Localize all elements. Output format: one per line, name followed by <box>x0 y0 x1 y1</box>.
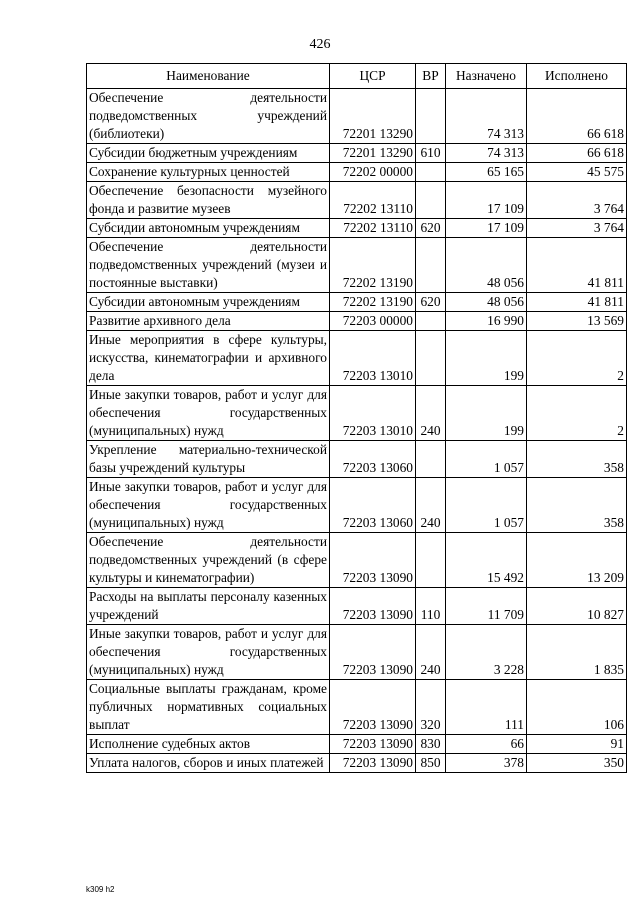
row-vr: 110 <box>416 588 446 625</box>
row-executed: 13 209 <box>527 533 627 588</box>
row-vr: 830 <box>416 735 446 754</box>
row-csr: 72203 13090 <box>330 735 416 754</box>
row-csr: 72203 00000 <box>330 312 416 331</box>
row-name: Субсидии автономным учреждениям <box>87 293 330 312</box>
row-name: Субсидии автономным учреждениям <box>87 219 330 238</box>
row-vr: 240 <box>416 478 446 533</box>
row-assigned: 17 109 <box>446 182 527 219</box>
row-executed: 41 811 <box>527 238 627 293</box>
budget-table <box>86 63 627 773</box>
row-executed: 41 811 <box>527 293 627 312</box>
row-vr: 240 <box>416 386 446 441</box>
row-csr: 72203 13060 <box>330 441 416 478</box>
row-name: Исполнение судебных актов <box>87 735 330 754</box>
row-executed: 358 <box>527 441 627 478</box>
row-assigned: 74 313 <box>446 89 527 144</box>
row-name: Социальные выплаты гражданам, кроме публичных нормативных социальных выплат <box>87 680 330 735</box>
row-csr: 72203 13090 <box>330 680 416 735</box>
footer-code: k309 h2 <box>86 885 115 894</box>
row-assigned: 48 056 <box>446 293 527 312</box>
row-vr: 610 <box>416 144 446 163</box>
header-name: Наименование <box>87 64 330 89</box>
row-name: Обеспечение деятельности подведомственных учреждений (библиотеки) <box>87 89 330 144</box>
page-number: 426 <box>309 37 331 52</box>
table-row <box>87 163 627 182</box>
row-csr: 72202 13110 <box>330 182 416 219</box>
row-name: Иные мероприятия в сфере культуры, искусства, кинематографии и архивного дела <box>87 331 330 386</box>
table-row <box>87 144 627 163</box>
table-row <box>87 588 627 625</box>
row-name: Обеспечение деятельности подведомственных учреждений (в сфере культуры и кинематографии) <box>87 533 330 588</box>
table-row <box>87 182 627 219</box>
table-row <box>87 735 627 754</box>
row-csr: 72203 13010 <box>330 331 416 386</box>
row-csr: 72203 13090 <box>330 533 416 588</box>
row-vr <box>416 89 446 144</box>
row-name: Сохранение культурных ценностей <box>87 163 330 182</box>
row-vr <box>416 182 446 219</box>
table-row <box>87 238 627 293</box>
row-csr: 72202 13190 <box>330 293 416 312</box>
row-executed: 2 <box>527 331 627 386</box>
row-executed: 66 618 <box>527 144 627 163</box>
row-executed: 45 575 <box>527 163 627 182</box>
row-name: Укрепление материально-технической базы учреждений культуры <box>87 441 330 478</box>
table-row <box>87 754 627 773</box>
row-executed: 13 569 <box>527 312 627 331</box>
row-executed: 91 <box>527 735 627 754</box>
row-assigned: 111 <box>446 680 527 735</box>
table-row <box>87 331 627 386</box>
row-assigned: 66 <box>446 735 527 754</box>
row-vr <box>416 441 446 478</box>
table-body <box>87 89 627 773</box>
row-name: Расходы на выплаты персоналу казенных учреждений <box>87 588 330 625</box>
row-csr: 72203 13060 <box>330 478 416 533</box>
row-csr: 72203 13090 <box>330 754 416 773</box>
row-assigned: 48 056 <box>446 238 527 293</box>
row-executed: 10 827 <box>527 588 627 625</box>
table-row <box>87 219 627 238</box>
row-vr: 620 <box>416 219 446 238</box>
row-vr: 620 <box>416 293 446 312</box>
row-executed: 2 <box>527 386 627 441</box>
row-executed: 1 835 <box>527 625 627 680</box>
table-row <box>87 89 627 144</box>
row-name: Обеспечение деятельности подведомственных учреждений (музеи и постоянные выставки) <box>87 238 330 293</box>
row-assigned: 65 165 <box>446 163 527 182</box>
row-vr: 240 <box>416 625 446 680</box>
row-csr: 72202 00000 <box>330 163 416 182</box>
row-assigned: 15 492 <box>446 533 527 588</box>
row-vr <box>416 533 446 588</box>
row-vr <box>416 331 446 386</box>
row-assigned: 11 709 <box>446 588 527 625</box>
row-assigned: 378 <box>446 754 527 773</box>
header-vr: ВР <box>416 64 446 89</box>
row-vr <box>416 238 446 293</box>
row-name: Иные закупки товаров, работ и услуг для обеспечения государственных (муниципальных) нужд <box>87 386 330 441</box>
table-row <box>87 625 627 680</box>
row-name: Развитие архивного дела <box>87 312 330 331</box>
row-name: Иные закупки товаров, работ и услуг для обеспечения государственных (муниципальных) нужд <box>87 478 330 533</box>
row-executed: 66 618 <box>527 89 627 144</box>
row-assigned: 74 313 <box>446 144 527 163</box>
table-row <box>87 386 627 441</box>
header-executed: Исполнено <box>527 64 627 89</box>
row-vr: 850 <box>416 754 446 773</box>
row-executed: 358 <box>527 478 627 533</box>
row-vr: 320 <box>416 680 446 735</box>
table-row <box>87 680 627 735</box>
row-name: Обеспечение безопасности музейного фонда и развитие музеев <box>87 182 330 219</box>
row-assigned: 3 228 <box>446 625 527 680</box>
header-csr: ЦСР <box>330 64 416 89</box>
row-csr: 72203 13090 <box>330 625 416 680</box>
row-assigned: 16 990 <box>446 312 527 331</box>
header-assigned: Назначено <box>446 64 527 89</box>
row-csr: 72201 13290 <box>330 144 416 163</box>
row-assigned: 199 <box>446 331 527 386</box>
row-assigned: 17 109 <box>446 219 527 238</box>
row-executed: 3 764 <box>527 219 627 238</box>
row-csr: 72202 13190 <box>330 238 416 293</box>
table-row <box>87 312 627 331</box>
row-csr: 72201 13290 <box>330 89 416 144</box>
row-assigned: 1 057 <box>446 441 527 478</box>
table-row <box>87 478 627 533</box>
row-csr: 72203 13010 <box>330 386 416 441</box>
row-name: Иные закупки товаров, работ и услуг для обеспечения государственных (муниципальных) нужд <box>87 625 330 680</box>
row-vr <box>416 163 446 182</box>
table-header-row <box>87 64 627 89</box>
row-name: Уплата налогов, сборов и иных платежей <box>87 754 330 773</box>
row-csr: 72202 13110 <box>330 219 416 238</box>
row-assigned: 1 057 <box>446 478 527 533</box>
table-row <box>87 441 627 478</box>
row-csr: 72203 13090 <box>330 588 416 625</box>
row-executed: 106 <box>527 680 627 735</box>
table-row <box>87 293 627 312</box>
row-executed: 3 764 <box>527 182 627 219</box>
table-row <box>87 533 627 588</box>
row-vr <box>416 312 446 331</box>
row-name: Субсидии бюджетным учреждениям <box>87 144 330 163</box>
row-executed: 350 <box>527 754 627 773</box>
row-assigned: 199 <box>446 386 527 441</box>
